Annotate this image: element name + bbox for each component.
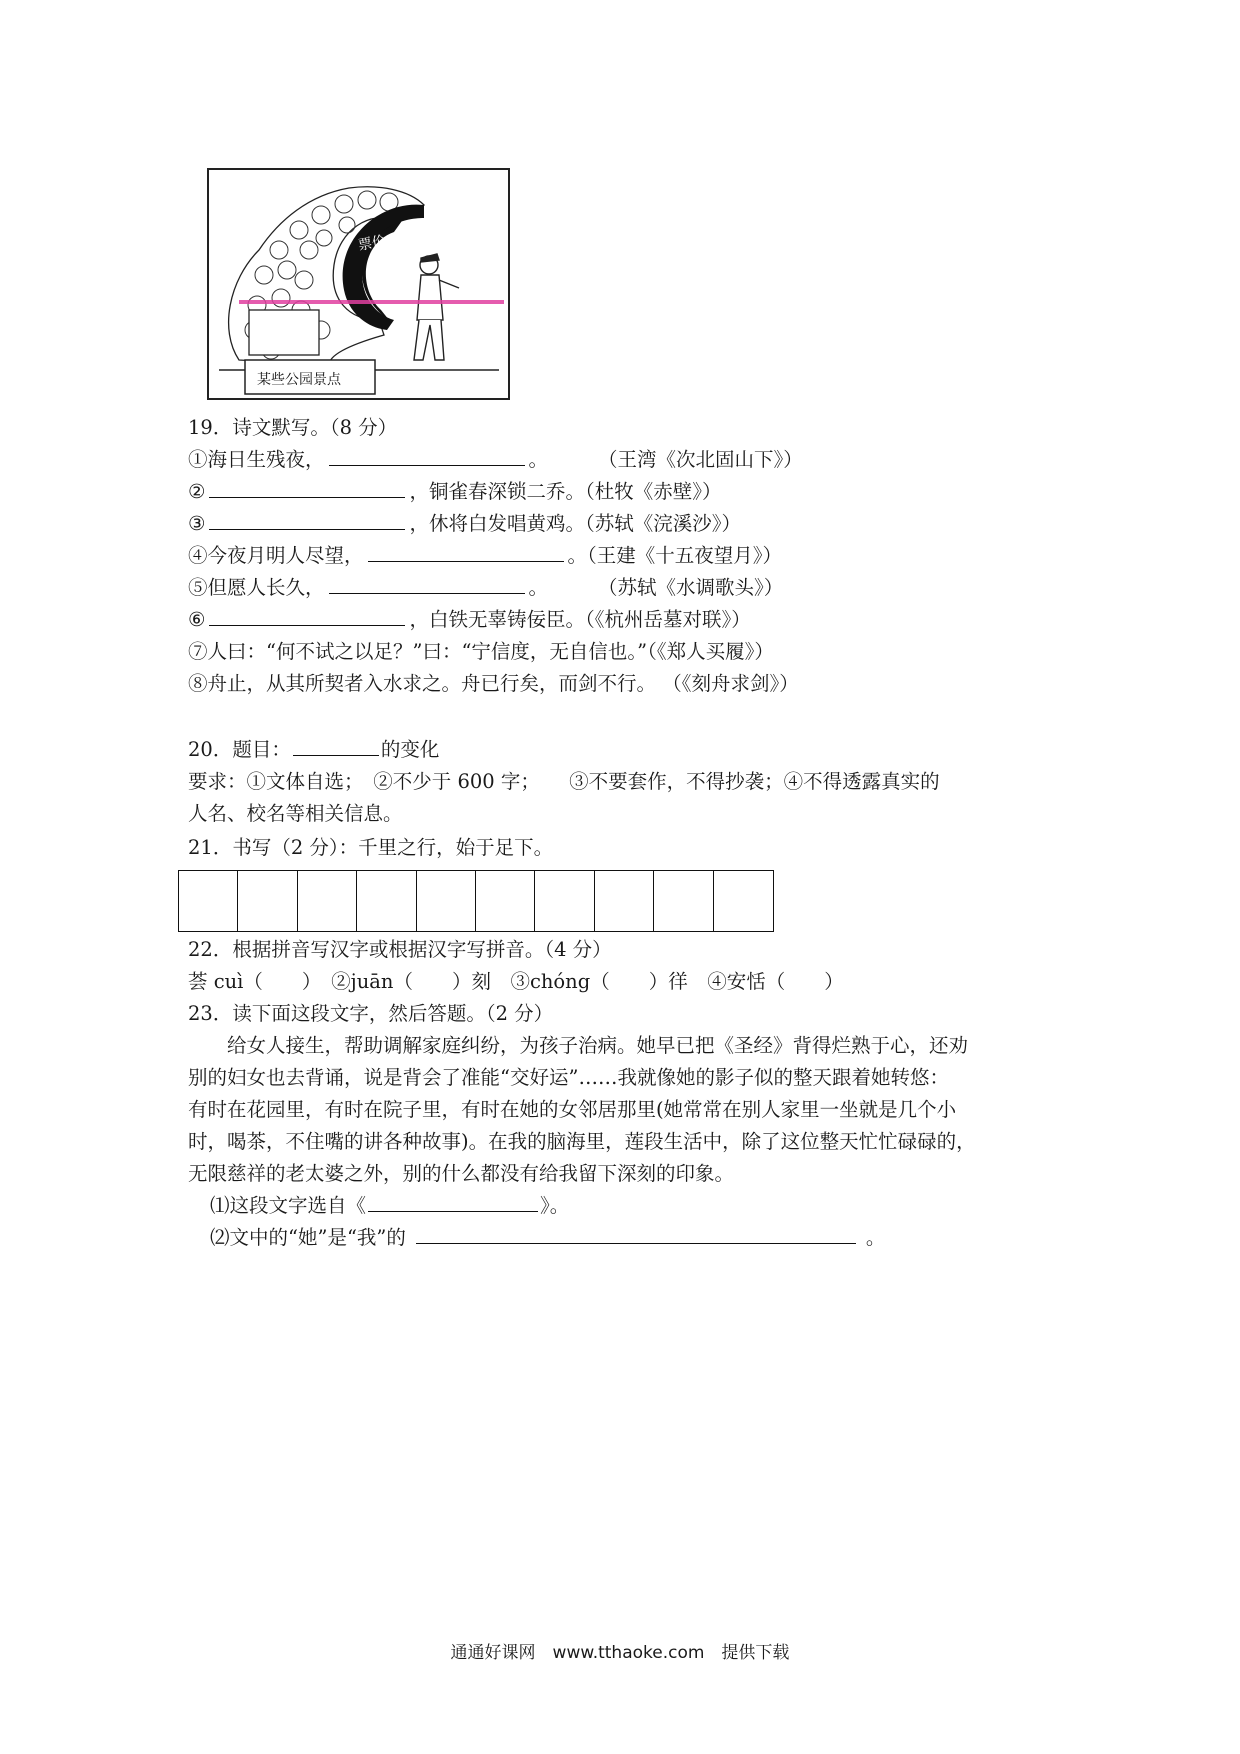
q19-item-5-source: （苏轼《水调歌头》） <box>598 576 784 599</box>
q19-item-3 <box>188 514 741 534</box>
q19-item-8: ⑧舟止，从其所契者入水求之。舟已行矣，而剑不行。 （《刻舟求剑》） <box>188 672 799 695</box>
q19-item-4 <box>188 546 782 566</box>
grid-cell[interactable] <box>179 871 238 931</box>
q23-passage-line-3: 有时在花园里，有时在院子里，有时在她的女邻居那里(她常常在别人家里一坐就是几个小 <box>188 1098 957 1121</box>
q19-item-2-text: ② <box>188 480 206 503</box>
q19-item-3-source: （苏轼《浣溪沙》） <box>585 512 742 535</box>
grid-cell[interactable] <box>535 871 594 931</box>
ticket-price-label: 票价 <box>356 233 388 254</box>
grid-cell[interactable] <box>357 871 416 931</box>
answer-blank[interactable] <box>209 496 405 498</box>
q19-item-6-text: ⑥ <box>188 608 206 631</box>
q20-title-suffix: 的变化 <box>380 738 440 761</box>
grid-cell[interactable] <box>298 871 357 931</box>
q22-heading: 22．根据拼音写汉字或根据汉字写拼音。（4 分） <box>188 938 612 961</box>
cartoon-illustration <box>207 168 510 400</box>
q19-item-5-text: ⑤但愿人长久， <box>188 576 325 599</box>
q20-requirements-line-2: 人名、校名等相关信息。 <box>188 802 403 825</box>
grid-cell[interactable] <box>417 871 476 931</box>
q23-passage-line-1: 给女人接生，帮助调解家庭纠纷，为孩子治病。她早已把《圣经》背得烂熟于心，还劝 <box>188 1034 969 1057</box>
q19-item-2-source: （杜牧《赤壁》） <box>585 480 722 503</box>
park-sign-text: 某些公园景点 <box>257 372 341 388</box>
q19-item-1-source: （王湾《次北固山下》） <box>598 448 803 471</box>
q19-item-2 <box>188 482 722 502</box>
q23-sub1-text: ⑴这段文字选自《 <box>210 1194 367 1217</box>
grid-cell[interactable] <box>238 871 297 931</box>
q19-item-1 <box>188 450 548 470</box>
q20-title <box>188 740 439 760</box>
cartoon-drawing <box>209 170 508 398</box>
q23-passage-line-4: 时，喝茶，不住嘴的讲各种故事)。在我的脑海里，莲段生活中，除了这位整天忙忙碌碌的， <box>188 1130 976 1153</box>
q20-title-prefix: 20．题目： <box>188 738 291 761</box>
q19-item-5-end: 。 <box>528 576 549 599</box>
q19-item-4-source: （王建《十五夜望月》） <box>587 544 783 567</box>
q19-item-6-source: （《杭州岳墓对联》） <box>585 608 751 631</box>
q19-item-1-text: ①海日生残夜， <box>188 448 325 471</box>
q21-heading: 21．书写（2 分）：千里之行，始于足下。 <box>188 836 554 859</box>
footer-credit: 通通好课网 www.tthaoke.com 提供下载 <box>450 1643 790 1663</box>
grid-cell[interactable] <box>476 871 535 931</box>
answer-blank[interactable] <box>416 1242 856 1244</box>
writing-grid[interactable] <box>178 870 774 932</box>
q23-passage-line-2: 别的妇女也去背诵，说是背会了准能“交好运”……我就像她的影子似的整天跟着她转悠： <box>188 1066 949 1089</box>
q19-item-6-end: ，白铁无辜铸佞臣。 <box>409 608 585 631</box>
q23-sub2-text: ⑵文中的“她”是“我”的 <box>210 1226 406 1249</box>
q19-item-3-end: ，休将白发唱黄鸡。 <box>409 512 585 535</box>
q23-sub1-end: 》。 <box>540 1194 570 1217</box>
q19-item-4-text: ④今夜月明人尽望， <box>188 544 364 567</box>
answer-blank[interactable] <box>329 464 525 466</box>
q19-item-5 <box>188 578 548 598</box>
q19-item-2-end: ，铜雀春深锁二乔。 <box>409 480 585 503</box>
q19-heading: 19．诗文默写。（8 分） <box>188 416 398 439</box>
answer-blank[interactable] <box>368 560 564 562</box>
grid-cell[interactable] <box>654 871 713 931</box>
q23-heading: 23．读下面这段文字，然后答题。（2 分） <box>188 1002 554 1025</box>
answer-blank[interactable] <box>329 592 525 594</box>
q19-item-3-text: ③ <box>188 512 206 535</box>
q22-items: 荟 cuì（ ） ②juān（ ）刻 ③chóng（ ）徉 ④安恬（ ） <box>188 970 844 993</box>
q23-passage-line-5: 无限慈祥的老太婆之外，别的什么都没有给我留下深刻的印象。 <box>188 1162 735 1185</box>
q19-item-4-end: 。 <box>567 544 588 567</box>
grid-cell[interactable] <box>595 871 654 931</box>
answer-blank[interactable] <box>209 528 405 530</box>
title-blank[interactable] <box>293 754 379 756</box>
q19-item-6 <box>188 610 751 630</box>
q20-requirements-line-1: 要求：①文体自选； ②不少于 600 字； ③不要套作，不得抄袭；④不得透露真实的 <box>188 770 940 793</box>
answer-blank[interactable] <box>368 1210 538 1212</box>
q23-sub-question-1 <box>210 1196 569 1216</box>
grid-cell[interactable] <box>714 871 773 931</box>
q23-sub-question-2 <box>210 1228 885 1248</box>
q19-item-1-end: 。 <box>528 448 549 471</box>
answer-blank[interactable] <box>209 624 405 626</box>
q19-item-7: ⑦人曰：“何不试之以足？”曰：“宁信度，无自信也。”（《郑人买履》） <box>188 640 774 663</box>
q23-sub2-end: 。 <box>865 1226 886 1249</box>
